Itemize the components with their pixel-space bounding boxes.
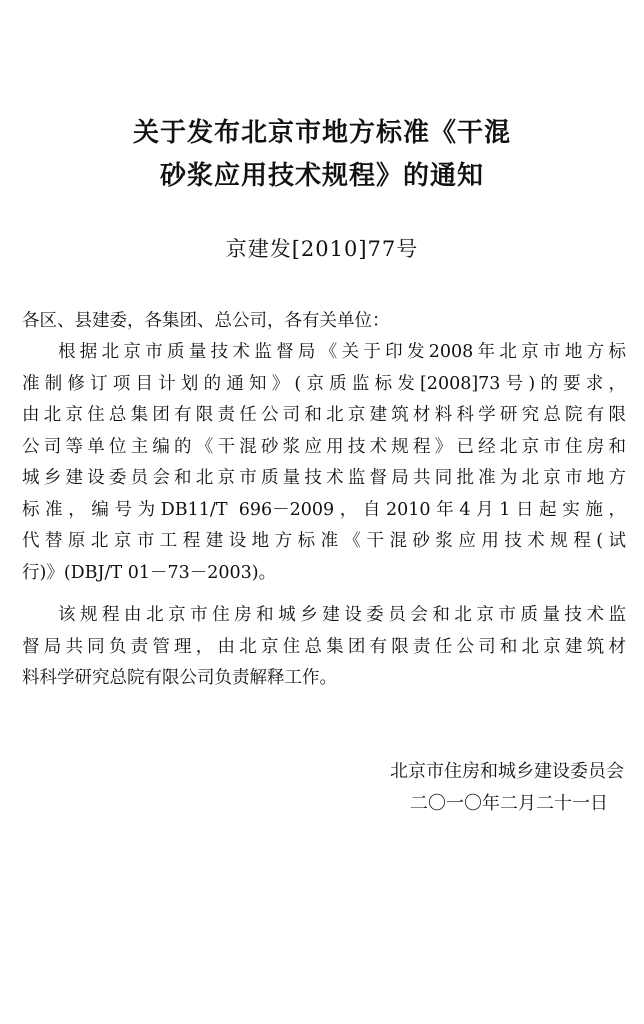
notice-title-line-1: 关于发布北京市地方标准《干混 (132, 118, 511, 148)
paragraph-1 (22, 337, 626, 589)
paragraph-line: 根据北京市质量技术监督局《关于印发2008年北京市地方标 (58, 342, 626, 362)
paragraph-line: 城乡建设委员会和北京市质量技术监督局共同批准为北京市地方 (22, 468, 626, 488)
paragraph-2 (22, 600, 626, 695)
salutation (22, 306, 626, 338)
salutation-text: 各区、县建委，各集团、总公司，各有关单位： (22, 311, 390, 331)
paragraph-line: 由北京住总集团有限责任公司和北京建筑材料科学研究总院有限 (22, 405, 626, 425)
signature-date: 二〇一〇年二月二十一日 (410, 793, 608, 814)
paragraph-line: 该规程由北京市住房和城乡建设委员会和北京市质量技术监 (58, 605, 626, 625)
paragraph-line: 行)》(DBJ/T 01－73－2003)。 (22, 562, 277, 583)
signature-organization: 北京市住房和城乡建设委员会 (390, 761, 624, 782)
paragraph-line: 标准，编号为DB11/T 696－2009，自2010年4月1日起实施， (22, 499, 626, 520)
notice-title-line-2: 砂浆应用技术规程》的通知 (159, 161, 484, 191)
paragraph-line: 公司等单位主编的《干混砂浆应用技术规程》已经北京市住房和 (22, 436, 626, 457)
paragraph-line: 准制修订项目计划的通知》(京质监标发[2008]73号)的要求， (22, 373, 626, 394)
paragraph-line: 代替原北京市工程建设地方标准《干混砂浆应用技术规程(试 (22, 531, 626, 551)
paragraph-line: 料科学研究总院有限公司负责解释工作。 (22, 668, 337, 688)
paragraph-line: 督局共同负责管理，由北京住总集团有限责任公司和北京建筑材 (22, 636, 626, 657)
document-number: 京建发[2010]77号 (225, 237, 419, 261)
